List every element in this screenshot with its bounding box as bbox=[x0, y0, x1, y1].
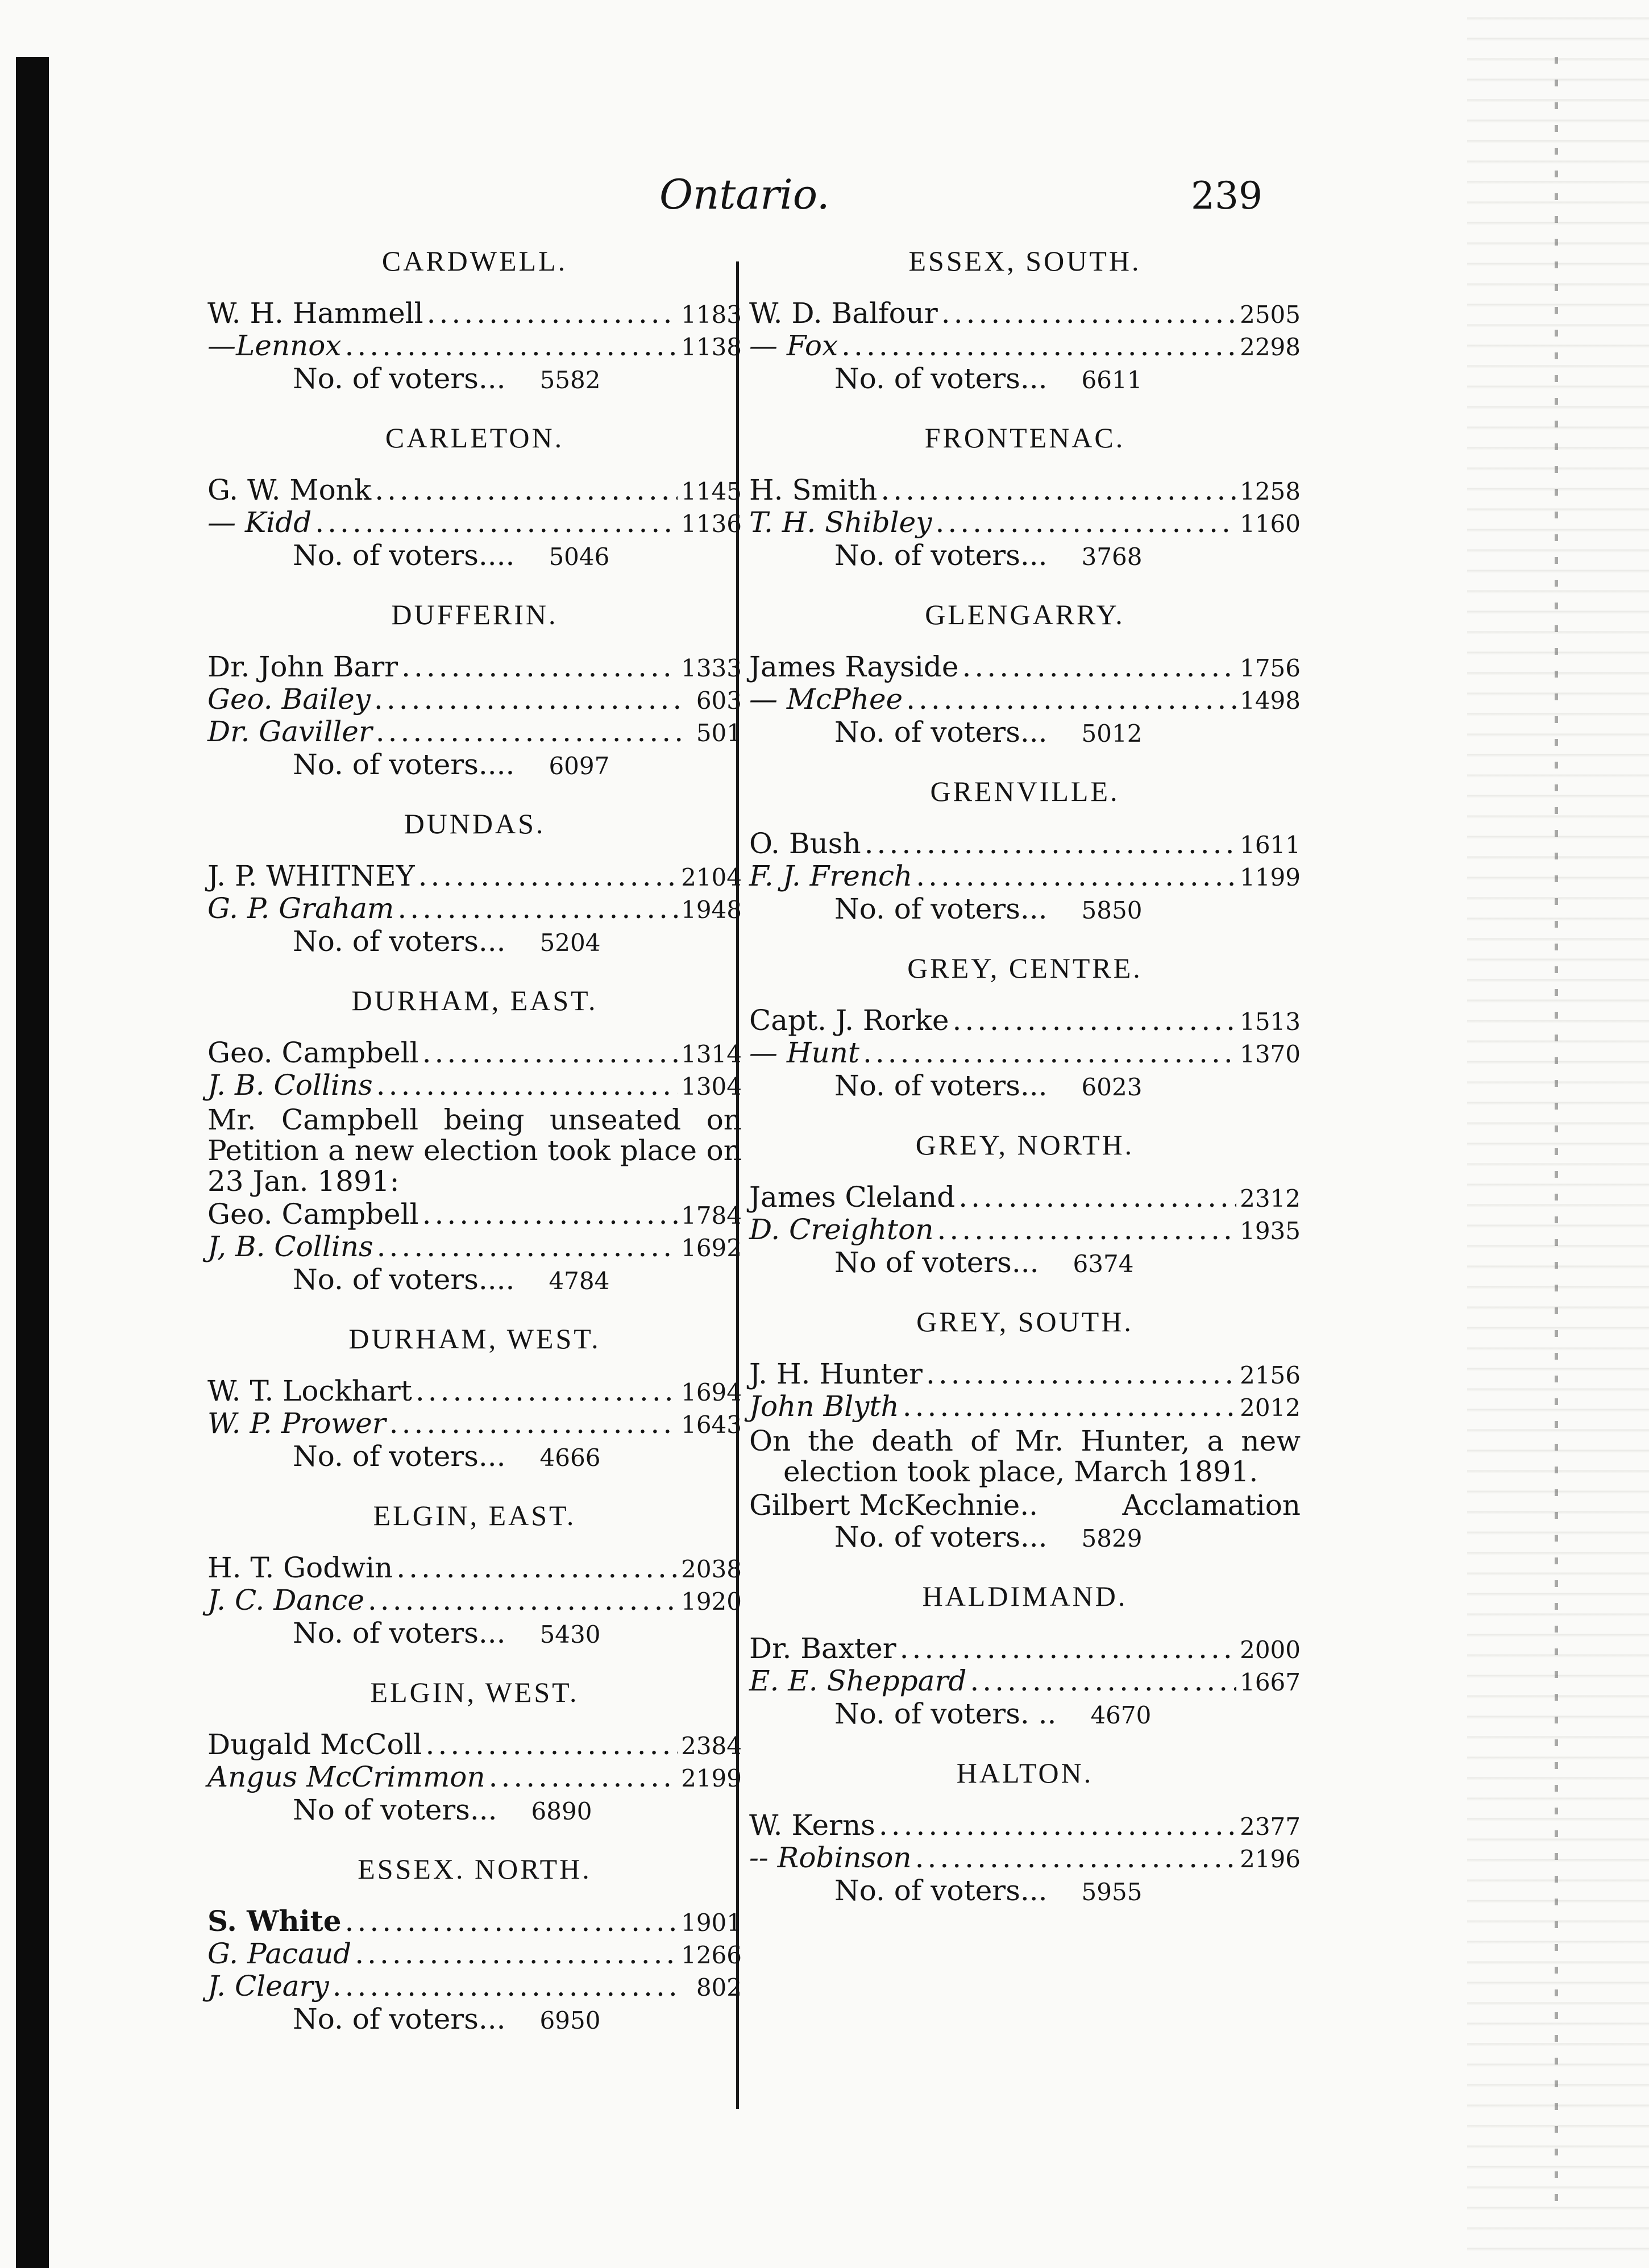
dot-leader bbox=[401, 651, 678, 682]
candidate-row bbox=[207, 1231, 742, 1264]
voters-count: 6611 bbox=[1081, 366, 1143, 394]
dot-leader bbox=[970, 1665, 1236, 1696]
voters-count: 5204 bbox=[539, 929, 601, 957]
dot-leader bbox=[418, 861, 678, 891]
voters-line bbox=[207, 2003, 742, 2037]
riding-title: HALTON. bbox=[956, 1757, 1094, 1789]
voters-count: 6950 bbox=[539, 2007, 601, 2034]
vote-count: 1314 bbox=[681, 1040, 742, 1068]
candidate-row bbox=[207, 1552, 742, 1585]
voters-label: No. of voters... bbox=[293, 362, 506, 395]
candidate-row bbox=[207, 893, 742, 925]
vote-count: 2298 bbox=[1240, 333, 1301, 361]
dot-leader bbox=[489, 1762, 678, 1792]
candidate-name: H. Smith bbox=[749, 473, 878, 506]
candidate-name: J. C. Dance bbox=[207, 1584, 364, 1617]
vote-count: 1304 bbox=[681, 1073, 742, 1100]
candidate-name: D. Creighton bbox=[749, 1213, 934, 1246]
candidate-name: Angus McCrimmon bbox=[207, 1760, 485, 1793]
candidate-name: Dr. Baxter bbox=[749, 1632, 896, 1665]
dot-leader bbox=[915, 1842, 1237, 1873]
dot-leader bbox=[958, 1182, 1236, 1212]
voters-label: No. of voters... bbox=[834, 362, 1048, 395]
dot-leader bbox=[368, 1585, 678, 1615]
dot-leader bbox=[962, 651, 1237, 682]
voters-label: No. of voters... bbox=[293, 2003, 506, 2036]
candidate-row bbox=[207, 1376, 742, 1408]
voters-count: 5430 bbox=[539, 1621, 601, 1648]
vote-count: 2312 bbox=[1240, 1185, 1301, 1212]
voters-label: No. of voters... bbox=[834, 892, 1048, 925]
dot-leader bbox=[903, 1391, 1236, 1422]
candidate-row bbox=[207, 1408, 742, 1440]
candidate-row bbox=[207, 1070, 742, 1102]
candidate-row bbox=[207, 1906, 742, 1938]
riding-title: GREY, SOUTH. bbox=[916, 1306, 1133, 1337]
voters-line bbox=[207, 363, 742, 396]
candidate-name: -- Robinson bbox=[749, 1841, 912, 1874]
riding-section bbox=[207, 984, 742, 1297]
vote-count: 1513 bbox=[1240, 1008, 1301, 1036]
candidate-name: John Blyth bbox=[749, 1390, 899, 1423]
page-shadow bbox=[1555, 57, 1558, 2217]
candidate-name: G. P. Graham bbox=[207, 892, 394, 925]
voters-label: No. of voters... bbox=[293, 925, 506, 958]
vote-count: 501 bbox=[696, 719, 742, 747]
dot-leader bbox=[374, 684, 682, 715]
candidate-row bbox=[749, 1633, 1301, 1665]
voters-line bbox=[749, 1070, 1301, 1103]
candidate-name: G. W. Monk bbox=[207, 473, 372, 506]
dot-leader bbox=[345, 330, 678, 361]
candidate-name: J. H. Hunter bbox=[749, 1357, 923, 1390]
candidate-row bbox=[207, 1199, 742, 1231]
dot-leader bbox=[935, 507, 1236, 538]
voters-label: No. of voters... bbox=[834, 1069, 1048, 1102]
riding-title: ESSEX. NORTH. bbox=[358, 1853, 592, 1885]
riding-title: ELGIN, WEST. bbox=[370, 1676, 579, 1708]
candidate-name: — Hunt bbox=[749, 1036, 859, 1069]
riding-section bbox=[749, 1756, 1301, 1908]
riding-title: ELGIN, EAST. bbox=[373, 1499, 576, 1531]
candidate-row bbox=[207, 861, 742, 893]
dot-leader bbox=[841, 330, 1236, 361]
vote-count: 1756 bbox=[1240, 654, 1301, 682]
vote-count: 2196 bbox=[1240, 1845, 1301, 1873]
voters-line bbox=[749, 1247, 1301, 1280]
vote-count: 1183 bbox=[681, 301, 742, 329]
voters-label: No. of voters... bbox=[834, 716, 1048, 749]
dot-leader bbox=[906, 684, 1236, 715]
candidate-row bbox=[207, 1037, 742, 1070]
candidate-row bbox=[207, 1938, 742, 1971]
voters-line bbox=[207, 1617, 742, 1651]
riding-title: DURHAM, WEST. bbox=[348, 1323, 601, 1355]
binding-edge bbox=[16, 57, 49, 2268]
dot-leader bbox=[345, 1906, 678, 1937]
riding-section bbox=[749, 421, 1301, 573]
election-note: Mr. Campbell being unseated on Petition a new election took place on 23 Jan. 1891: bbox=[207, 1103, 742, 1198]
candidate-name: — Kidd bbox=[207, 506, 312, 539]
candidate-row bbox=[207, 651, 742, 684]
candidate-name: S. White bbox=[207, 1904, 342, 1938]
candidate-row bbox=[749, 684, 1301, 716]
candidate-row bbox=[749, 1391, 1301, 1423]
right-column bbox=[749, 244, 1301, 1933]
vote-count: 1667 bbox=[1240, 1668, 1301, 1696]
candidate-row bbox=[207, 298, 742, 330]
voters-line bbox=[749, 1521, 1301, 1555]
vote-count: 1694 bbox=[681, 1378, 742, 1406]
dot-leader bbox=[416, 1376, 678, 1406]
candidate-name: W. P. Prower bbox=[207, 1407, 386, 1440]
riding-title: FRONTENAC. bbox=[924, 422, 1125, 454]
riding-title: GREY, CENTRE. bbox=[907, 952, 1143, 984]
voters-line bbox=[749, 363, 1301, 396]
candidate-row bbox=[749, 330, 1301, 363]
running-head: Ontario. bbox=[659, 171, 830, 218]
riding-section bbox=[207, 807, 742, 959]
vote-count: 1333 bbox=[681, 654, 742, 682]
vote-count: 2038 bbox=[681, 1555, 742, 1583]
candidate-name: Dr. John Barr bbox=[207, 650, 398, 683]
dot-leader bbox=[952, 1005, 1236, 1036]
election-note: On the death of Mr. Hunter, a new election took place, March 1891. bbox=[749, 1424, 1301, 1488]
dot-leader bbox=[926, 1359, 1236, 1389]
page-number: 239 bbox=[1191, 174, 1262, 218]
vote-count: 1160 bbox=[1240, 510, 1301, 538]
candidate-row bbox=[207, 1971, 742, 2003]
voters-label: No of voters... bbox=[293, 1793, 497, 1826]
riding-title: GREY, NORTH. bbox=[915, 1129, 1135, 1161]
voters-label: No. of voters.... bbox=[293, 1263, 515, 1296]
candidate-name: J. B. Collins bbox=[207, 1069, 373, 1102]
dot-leader bbox=[377, 1231, 678, 1262]
vote-count: 1138 bbox=[681, 333, 742, 361]
candidate-row bbox=[749, 298, 1301, 330]
candidate-name: — McPhee bbox=[749, 683, 903, 716]
candidate-name: Geo. Bailey bbox=[207, 683, 371, 716]
page-stack-edge bbox=[1467, 0, 1649, 2263]
dot-leader bbox=[900, 1633, 1236, 1664]
voters-line bbox=[749, 1698, 1301, 1731]
dot-leader bbox=[427, 298, 678, 329]
candidate-name: J. P. WHITNEY bbox=[207, 859, 415, 892]
vote-count: 1199 bbox=[1240, 863, 1301, 891]
riding-section bbox=[207, 1322, 742, 1474]
dot-leader bbox=[396, 1552, 678, 1583]
voters-label: No. of voters. .. bbox=[834, 1697, 1057, 1730]
vote-count: 2104 bbox=[681, 863, 742, 891]
voters-count: 3768 bbox=[1081, 543, 1143, 571]
left-column bbox=[207, 244, 742, 2062]
candidate-row bbox=[207, 716, 742, 749]
voters-count: 5829 bbox=[1081, 1525, 1143, 1552]
candidate-name: W. H. Hammell bbox=[207, 297, 423, 330]
candidate-name: Geo. Campbell bbox=[207, 1036, 419, 1069]
candidate-name: James Cleland bbox=[749, 1181, 956, 1214]
dot-leader bbox=[422, 1199, 678, 1229]
dot-leader bbox=[879, 1810, 1236, 1841]
dot-leader bbox=[333, 1971, 682, 2001]
vote-count: 1611 bbox=[1240, 831, 1301, 859]
voters-count: 6374 bbox=[1073, 1250, 1134, 1278]
candidate-row bbox=[749, 861, 1301, 893]
dot-leader bbox=[865, 828, 1236, 859]
riding-title: CARDWELL. bbox=[381, 245, 568, 277]
candidate-name: F. J. French bbox=[749, 859, 913, 892]
riding-section bbox=[749, 1128, 1301, 1280]
dot-leader bbox=[937, 1214, 1236, 1245]
voters-label: No. of voters... bbox=[834, 539, 1048, 572]
dot-leader bbox=[375, 475, 678, 505]
voters-label: No. of voters... bbox=[834, 1521, 1048, 1553]
voters-line bbox=[207, 1264, 742, 1297]
riding-section bbox=[207, 421, 742, 573]
vote-count: 2000 bbox=[1240, 1636, 1301, 1664]
riding-section bbox=[749, 1580, 1301, 1731]
candidate-row bbox=[207, 684, 742, 716]
voters-count: 4666 bbox=[539, 1444, 601, 1472]
voters-count: 5046 bbox=[549, 543, 610, 571]
candidate-row bbox=[749, 475, 1301, 507]
riding-section bbox=[207, 1676, 742, 1827]
riding-title: GRENVILLE. bbox=[930, 775, 1120, 807]
candidate-row bbox=[207, 1585, 742, 1617]
candidate-name: H. T. Godwin bbox=[207, 1551, 393, 1584]
candidate-name: —Lennox bbox=[207, 329, 342, 362]
candidate-name: Dugald McColl bbox=[207, 1728, 422, 1761]
candidate-row bbox=[749, 1214, 1301, 1247]
vote-count: 2377 bbox=[1240, 1813, 1301, 1841]
candidate-row bbox=[207, 330, 742, 363]
candidate-row bbox=[749, 1005, 1301, 1037]
riding-section bbox=[207, 244, 742, 396]
dot-leader bbox=[376, 716, 682, 747]
vote-count: 2505 bbox=[1240, 301, 1301, 329]
acclamation-name: Gilbert McKechnie.. bbox=[749, 1489, 1038, 1522]
voters-count: 4670 bbox=[1090, 1701, 1152, 1729]
dot-leader bbox=[941, 298, 1236, 329]
dot-leader bbox=[389, 1408, 678, 1439]
candidate-name: O. Bush bbox=[749, 827, 861, 860]
riding-section bbox=[207, 1852, 742, 2037]
voters-label: No. of voters.... bbox=[293, 539, 515, 572]
voters-line bbox=[207, 925, 742, 959]
candidate-name: James Rayside bbox=[749, 650, 959, 683]
candidate-row bbox=[207, 1729, 742, 1762]
vote-count: 2156 bbox=[1240, 1361, 1301, 1389]
voters-count: 6890 bbox=[531, 1797, 592, 1825]
dot-leader bbox=[426, 1729, 678, 1760]
candidate-row bbox=[749, 1182, 1301, 1214]
candidate-row bbox=[749, 828, 1301, 861]
riding-section bbox=[749, 598, 1301, 750]
voters-line bbox=[207, 539, 742, 573]
vote-count: 1920 bbox=[681, 1588, 742, 1615]
voters-count: 5582 bbox=[539, 366, 601, 394]
candidate-row bbox=[749, 1810, 1301, 1842]
voters-line bbox=[749, 716, 1301, 750]
candidate-row bbox=[749, 1665, 1301, 1698]
vote-count: 2199 bbox=[681, 1764, 742, 1792]
riding-section bbox=[749, 244, 1301, 396]
acclamation-result: Acclamation bbox=[1122, 1489, 1301, 1522]
dot-leader bbox=[397, 893, 678, 924]
riding-title: GLENGARRY. bbox=[925, 599, 1125, 630]
voters-line bbox=[207, 1794, 742, 1827]
candidate-row bbox=[749, 507, 1301, 539]
candidate-name: Geo. Campbell bbox=[207, 1198, 419, 1231]
vote-count: 1370 bbox=[1240, 1040, 1301, 1068]
riding-section bbox=[749, 775, 1301, 927]
riding-title: CARLETON. bbox=[385, 422, 564, 454]
voters-count: 5012 bbox=[1081, 720, 1143, 747]
voters-line bbox=[749, 893, 1301, 927]
voters-line bbox=[207, 749, 742, 782]
candidate-name: W. Kerns bbox=[749, 1809, 875, 1842]
candidate-name: Capt. J. Rorke bbox=[749, 1004, 949, 1037]
candidate-name: W. D. Balfour bbox=[749, 297, 938, 330]
voters-label: No. of voters... bbox=[293, 1440, 506, 1473]
voters-count: 4784 bbox=[549, 1267, 610, 1295]
voters-count: 5955 bbox=[1081, 1878, 1143, 1906]
vote-count: 1692 bbox=[681, 1234, 742, 1262]
voters-label: No. of voters... bbox=[293, 1617, 506, 1650]
vote-count: 802 bbox=[696, 1974, 742, 2001]
vote-count: 1266 bbox=[681, 1941, 742, 1969]
voters-label: No. of voters.... bbox=[293, 748, 515, 781]
candidate-name: E. E. Sheppard bbox=[749, 1664, 967, 1697]
candidate-row bbox=[749, 1842, 1301, 1875]
riding-title: DUFFERIN. bbox=[391, 599, 558, 630]
vote-count: 1901 bbox=[681, 1909, 742, 1937]
riding-title: HALDIMAND. bbox=[922, 1580, 1128, 1612]
candidate-row bbox=[207, 507, 742, 539]
candidate-name: J, B. Collins bbox=[207, 1230, 373, 1263]
candidate-row bbox=[749, 1037, 1301, 1070]
dot-leader bbox=[355, 1938, 678, 1969]
dot-leader bbox=[880, 475, 1236, 505]
dot-leader bbox=[916, 861, 1236, 891]
candidate-row bbox=[749, 651, 1301, 684]
riding-title: DURHAM, EAST. bbox=[351, 985, 598, 1016]
voters-line bbox=[207, 1440, 742, 1474]
vote-count: 1784 bbox=[681, 1202, 742, 1229]
vote-count: 1935 bbox=[1240, 1217, 1301, 1245]
dot-leader bbox=[376, 1070, 678, 1100]
candidate-name: T. H. Shibley bbox=[749, 506, 932, 539]
vote-count: 603 bbox=[696, 687, 742, 715]
candidate-name: G. Pacaud bbox=[207, 1937, 352, 1970]
riding-title: DUNDAS. bbox=[404, 808, 546, 840]
dot-leader bbox=[422, 1037, 678, 1068]
voters-count: 6097 bbox=[549, 752, 610, 780]
vote-count: 1948 bbox=[681, 896, 742, 924]
vote-count: 1643 bbox=[681, 1411, 742, 1439]
voters-count: 5850 bbox=[1081, 896, 1143, 924]
candidate-name: Dr. Gaviller bbox=[207, 715, 372, 748]
candidate-row bbox=[207, 475, 742, 507]
candidate-row bbox=[207, 1762, 742, 1794]
voters-label: No of voters... bbox=[834, 1246, 1039, 1279]
dot-leader bbox=[863, 1037, 1236, 1068]
voters-label: No. of voters... bbox=[834, 1874, 1048, 1907]
vote-count: 1145 bbox=[681, 477, 742, 505]
vote-count: 1258 bbox=[1240, 477, 1301, 505]
acclamation-row bbox=[749, 1489, 1301, 1521]
vote-count: 2384 bbox=[681, 1732, 742, 1760]
riding-section bbox=[749, 952, 1301, 1103]
riding-title: ESSEX, SOUTH. bbox=[908, 245, 1141, 277]
riding-section bbox=[749, 1305, 1301, 1555]
candidate-name: W. T. Lockhart bbox=[207, 1374, 412, 1407]
riding-section bbox=[207, 1499, 742, 1651]
riding-section bbox=[207, 598, 742, 782]
vote-count: 2012 bbox=[1240, 1394, 1301, 1422]
candidate-name: J. Cleary bbox=[207, 1970, 329, 2003]
dot-leader bbox=[315, 507, 678, 538]
voters-line bbox=[749, 539, 1301, 573]
vote-count: 1136 bbox=[681, 510, 742, 538]
candidate-row bbox=[749, 1359, 1301, 1391]
candidate-name: — Fox bbox=[749, 329, 838, 362]
vote-count: 1498 bbox=[1240, 687, 1301, 715]
voters-count: 6023 bbox=[1081, 1073, 1143, 1101]
voters-line bbox=[749, 1875, 1301, 1908]
